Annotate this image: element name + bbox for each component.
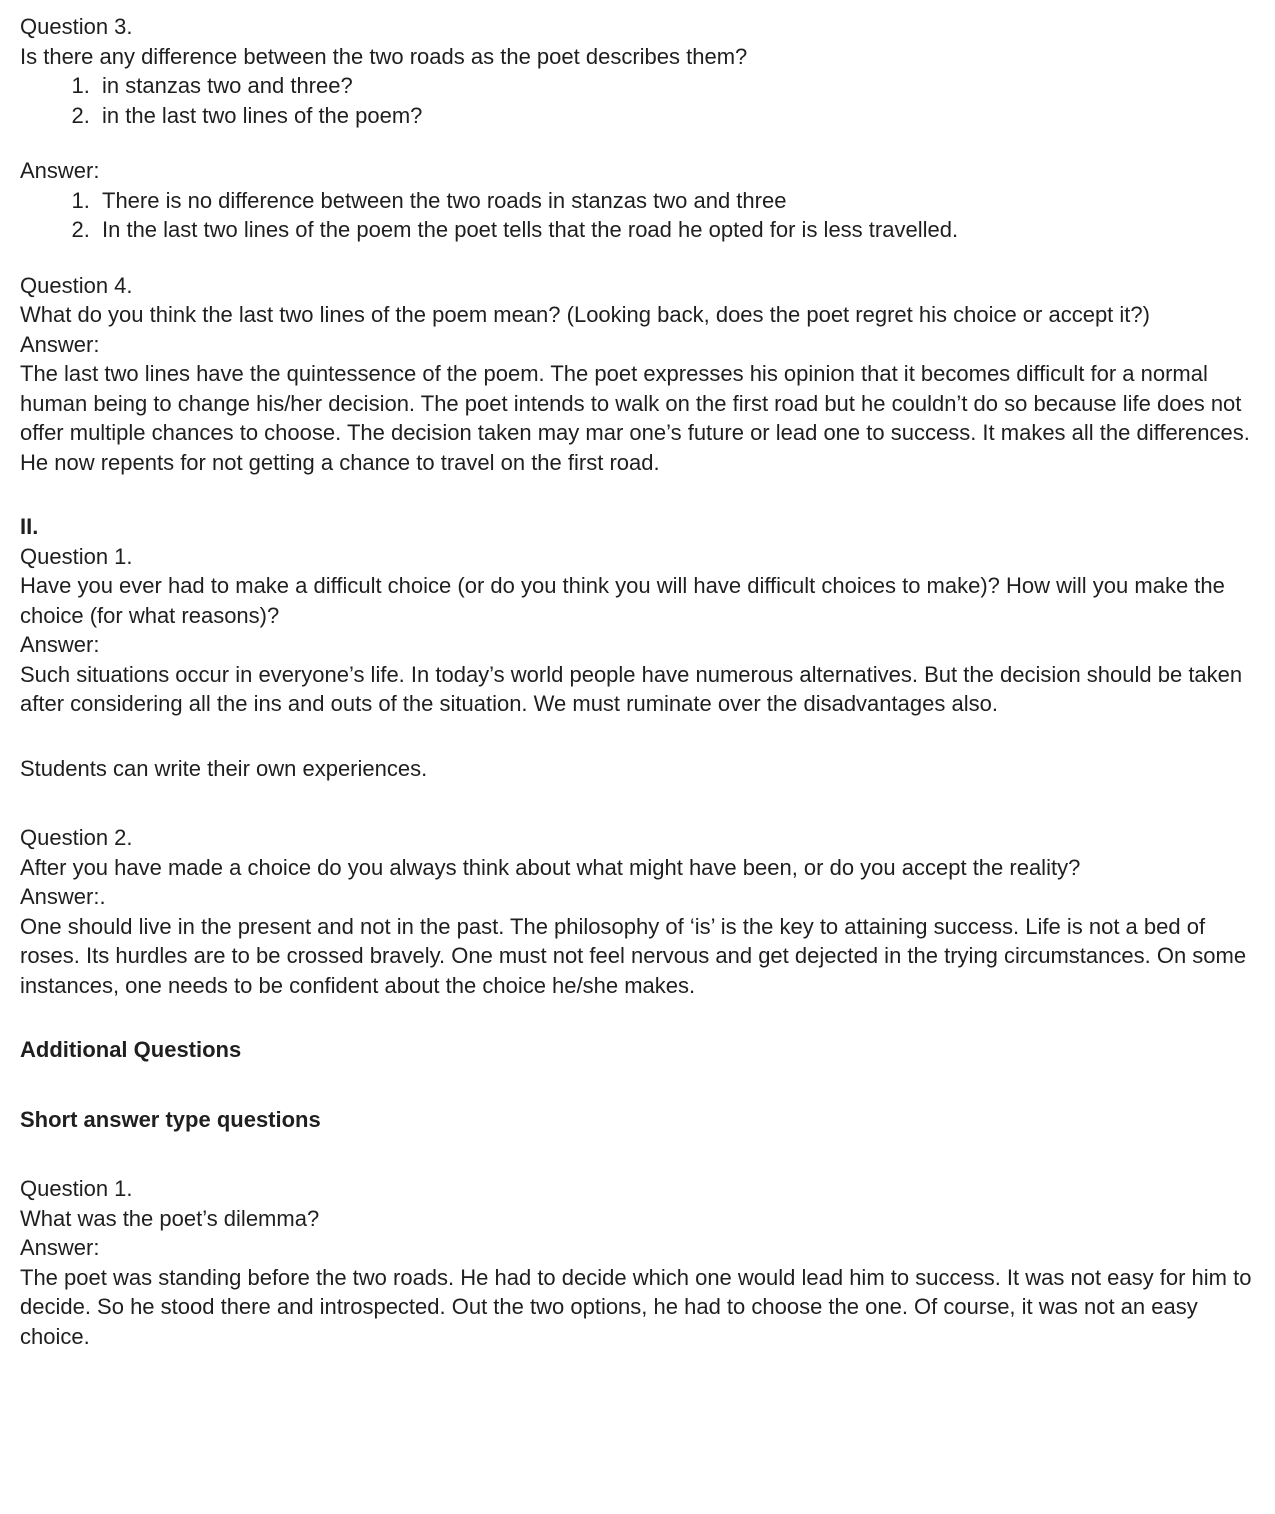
section2-q2-answer-text: One should live in the present and not in the past. The philosophy of ‘is’ is the key to attaining success. Life is not a bed of roses. Its hurdles are to be crossed bravely. One must not feel nervous and get dejected in the trying circumstances. On some instances, one needs to be confident about the choice he/she makes. [20, 913, 1247, 998]
list-item: 1. in stanzas two and three? [96, 71, 1257, 101]
section2-q1-answer-label: Answer: [20, 632, 100, 657]
question4-text: What do you think the last two lines of the poem mean? (Looking back, does the poet regret his choice or accept it?) [20, 302, 1150, 327]
question3-answer-list [20, 186, 1257, 245]
additional-questions-heading: Additional Questions [20, 1037, 242, 1062]
question3-answer-label: Answer: [20, 158, 100, 183]
short-answer-subheading: Short answer type questions [20, 1106, 321, 1132]
list-item: 2. in the last two lines of the poem? [96, 101, 1257, 131]
section2-q1-answer-text: Such situations occur in everyone’s life. In today’s world people have numerous alternatives. But the decision should be taken after considering all the ins and outs of the situation. We must ruminate over the disadvantages also. [20, 661, 1243, 716]
question4-block [20, 271, 1257, 478]
question3-subquestion-list [20, 71, 1257, 130]
section2-q2-text: After you have made a choice do you always think about what might have been, or do you accept the reality? [20, 854, 1081, 880]
question4-answer-label: Answer: [20, 331, 100, 357]
additional-q1-answer-label: Answer: [20, 1235, 100, 1260]
section2-q2-title: Question 2. [20, 825, 133, 850]
section2-q2-answer-label: Answer:. [20, 884, 106, 909]
section2-q2-block [20, 823, 1257, 1000]
section2-block [20, 512, 1257, 719]
section2-heading: II. [20, 514, 39, 539]
list-item: 1. There is no difference between the two roads in stanzas two and three [96, 186, 1257, 216]
additional-q1-answer-text: The poet was standing before the two roads. He had to decide which one would lead him to success. It was not easy for him to decide. So he stood there and introspected. Out the two options, he had to choose the one. Of course, it was not an easy choice. [20, 1264, 1252, 1349]
section2-q1-note: Students can write their own experiences. [20, 755, 428, 781]
question3-text: Is there any difference between the two roads as the poet describes them? [20, 43, 748, 69]
additional-q1-text: What was the poet’s dilemma? [20, 1205, 320, 1231]
list-item: 2. In the last two lines of the poem the poet tells that the road he opted for is less travelled. [96, 215, 1257, 245]
additional-q1-title: Question 1. [20, 1176, 133, 1201]
section2-q1-text: Have you ever had to make a difficult choice (or do you think you will have difficult choices to make)? How will you make the choice (for what reasons)? [20, 573, 1225, 628]
question3-block [20, 12, 1257, 71]
question3-title: Question 3. [20, 14, 133, 39]
additional-q1-block [20, 1174, 1257, 1351]
question4-answer-text: The last two lines have the quintessence of the poem. The poet expresses his opinion that it becomes difficult for a normal human being to change his/her decision. The poet intends to walk on the first road but he couldn’t do so because life does not offer multiple chances to choose. The decision taken may mar one’s future or lead one to success. It makes all the differences. He now repents for not getting a chance to travel on the first road. [20, 361, 1250, 475]
question4-title: Question 4. [20, 272, 133, 298]
section2-q1-title: Question 1. [20, 543, 133, 569]
